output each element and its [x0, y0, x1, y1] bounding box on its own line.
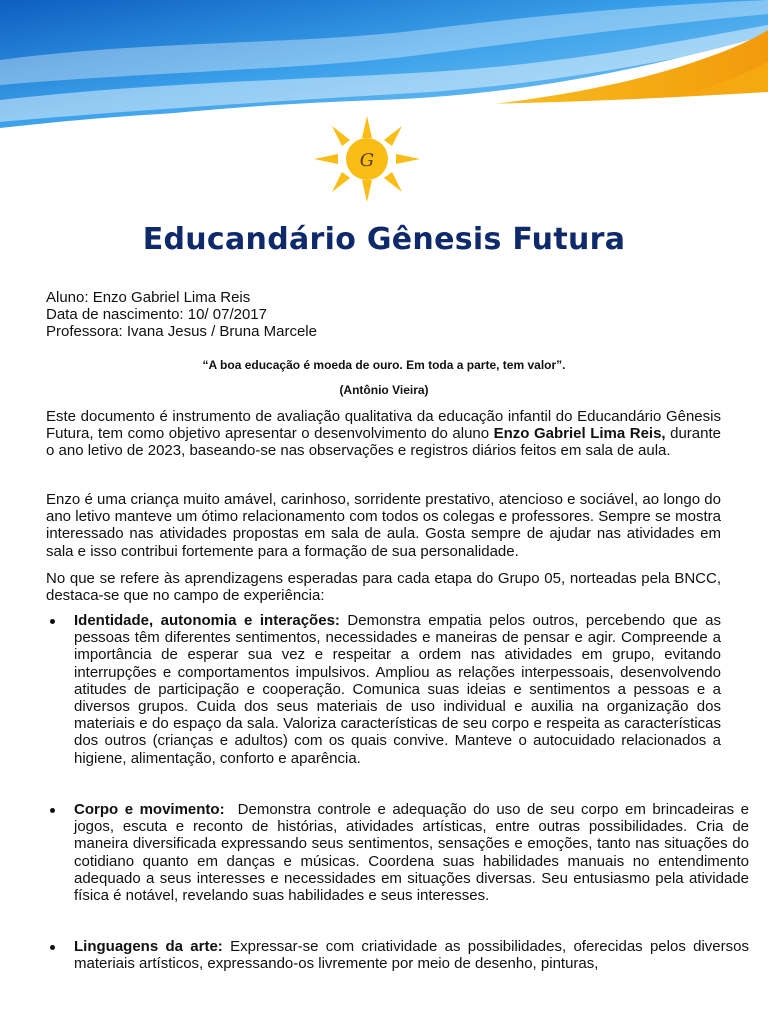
quote-text: “A boa educação é moeda de ouro. Em toda a parte, tem valor”.: [202, 358, 566, 372]
intro-text-start: Este documento é instrumento de avaliação qualitativa da educação infantil do Educandário Gênesis Futura, tem como objetivo apresentar o desenvolvimento do aluno: [46, 408, 721, 443]
quote-author: (Antônio Vieira): [339, 383, 429, 397]
field-heading: Linguagens da arte:: [74, 938, 223, 955]
list-item: [46, 938, 749, 972]
field-text: Demonstra controle e adequação do uso de seu corpo em brincadeiras e jogos, escuta e reconto de histórias, atividades artísticas, entre outras possibilidades. Cria de maneira diversificada expressando seus sentimentos, sensações e emoções, tanto nas situações do cotidiano quanto em danças e músicas. Coordena suas habilidades manuais no entendimento adequado a seus interesses e necessidades em situações diversas. Seu entusiasmo pela atividade física é notável, revelando suas habilidades e seus interesses.: [74, 801, 754, 905]
list-item: [46, 612, 721, 767]
field-text: Expressar-se com criatividade as possibilidades, oferecidas pelos diversos materiais artísticos, expressando-os livremente por meio de desenho, pinturas,: [74, 938, 749, 973]
intro-text-end: durante o ano letivo de 2023, baseando-se nas observações e registros diários feitos em sala de aula.: [46, 425, 721, 460]
bullet-icon: [50, 808, 55, 813]
student-info: [46, 289, 317, 340]
school-title: Educandário Gênesis Futura: [142, 222, 626, 257]
sun-logo-icon: [312, 114, 422, 204]
field-heading: Identidade, autonomia e interações:: [74, 612, 340, 629]
description-paragraph: Enzo é uma criança muito amável, carinhoso, sorridente prestativo, atencioso e sociável, ao longo do ano letivo manteve um ótimo relacionamento com todos os colegas e professores. Sempre se mostra interessado nas atividades propostas em sala de aula. Gosta sempre de ajudar nas atividades em sala e isso contribui fortemente para a formação de sua personalidade.: [46, 491, 721, 560]
student-name: Aluno: Enzo Gabriel Lima Reis: [46, 289, 251, 306]
experience-fields-list: [46, 612, 754, 973]
logo-letter: G: [359, 150, 375, 171]
bullet-icon: [50, 619, 55, 624]
intro-student-name: Enzo Gabriel Lima Reis,: [493, 425, 666, 443]
field-text: Demonstra empatia pelos outros, percebendo que as pessoas têm diferentes sentimentos, necessidades e maneiras de pensar e agir. Compreende a importância de esperar sua vez e respeitar a ordem nas atividades em grupo, evitando interrupções e comportamentos impulsivos. Ampliou as relações interpessoais, desenvolvendo atitudes de participação e cooperação. Comunica suas ideias e sentimentos a pessoas e a diversos grupos. Cuida dos seus materiais de uso individual e auxilia na organização dos materiais e do espaço da sala. Valoriza características de seu corpo e respeita as características dos outros (crianças e adultos) com os quais convive. Manteve o autocuidado relacionados a higiene, alimentação, conforto e aparência.: [74, 612, 721, 767]
teachers: Professora: Ivana Jesus / Bruna Marcele: [46, 323, 317, 340]
bullet-icon: [50, 945, 55, 950]
list-item: [46, 801, 754, 905]
field-heading: Corpo e movimento:: [74, 801, 225, 818]
intro-paragraph: [46, 408, 721, 460]
bncc-paragraph: No que se refere às aprendizagens esperadas para cada etapa do Grupo 05, norteadas pela BNCC, destaca-se que no campo de experiência:: [46, 570, 721, 605]
birth-date: Data de nascimento: 10/ 07/2017: [46, 306, 267, 323]
